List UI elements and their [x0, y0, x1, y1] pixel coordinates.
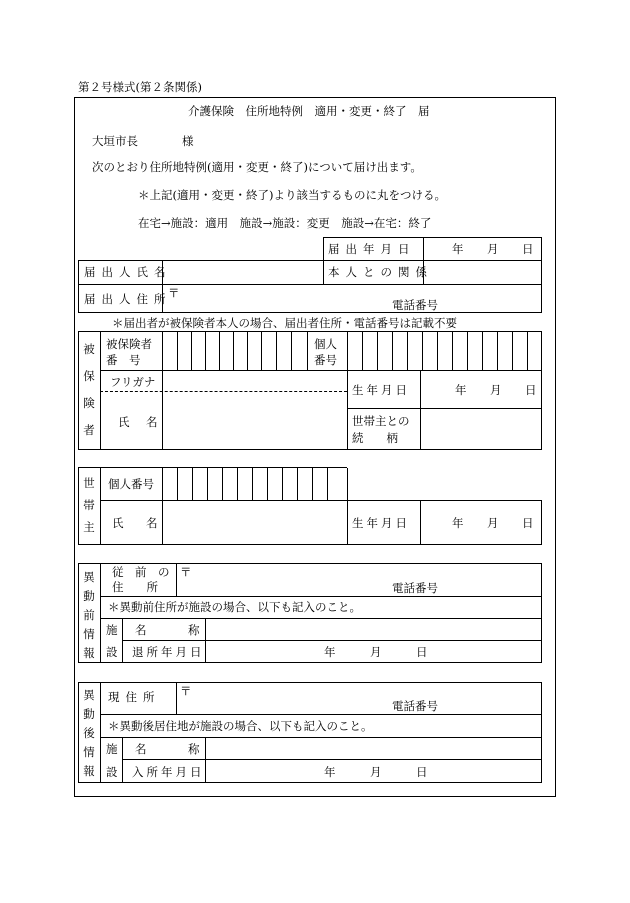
- personal-number-label-2: 番号: [314, 353, 337, 367]
- personal-number-label-1: 個人: [314, 337, 337, 351]
- entry-date-label: 入所年月日: [132, 765, 205, 779]
- before-facility-note: ＊異動前住所が施設の場合、以下も記入のこと。: [108, 600, 361, 614]
- householder-name-field[interactable]: [163, 501, 346, 544]
- leave-date-label: 退所年月日: [132, 645, 205, 659]
- insured-section-label: 被保険者: [83, 342, 95, 437]
- statement: 次のとおり住所地特例(適用・変更・終了)について届け出ます。: [92, 160, 422, 174]
- transition-legend: 在宅→施設：適用 施設→施設：変更 施設→在宅：終了: [138, 216, 432, 230]
- applicant-name-label: 届出人氏名: [84, 265, 172, 279]
- before-section-label: 異動前情報: [83, 570, 95, 660]
- circle-note: ＊上記(適用・変更・終了)より該当するものに丸をつける。: [138, 188, 446, 202]
- applicant-address-field[interactable]: [180, 286, 540, 311]
- postal-mark: 〒: [168, 286, 180, 300]
- addressee-suffix: 様: [182, 134, 194, 148]
- householder-personal-number-label: 個人番号: [108, 477, 154, 491]
- prev-address-label-2: 住 所: [112, 580, 158, 594]
- householder-birth-label: 生年月日: [352, 516, 410, 530]
- addressee: 大垣市長: [92, 134, 138, 148]
- after-section-label: 異動後情報: [83, 688, 95, 778]
- insured-number-label-2: 番 号: [106, 353, 141, 367]
- insured-name-field[interactable]: [163, 392, 346, 449]
- prev-facility-name-field[interactable]: [206, 619, 541, 639]
- relation-head-label-2: 続 柄: [352, 431, 398, 445]
- householder-personal-number-field[interactable]: [163, 468, 346, 499]
- householder-section-label: 世帯主: [83, 476, 95, 534]
- furigana-field[interactable]: [163, 371, 346, 390]
- after-facility-note: ＊異動後居住地が施設の場合、以下も記入のこと。: [108, 719, 373, 733]
- relation-head-label-1: 世帯主との: [352, 414, 410, 428]
- furigana-label: フリガナ: [110, 375, 156, 389]
- form-title: 介護保険 住所地特例 適用・変更・終了 届: [188, 104, 430, 118]
- birth-date-label: 生年月日: [352, 383, 410, 397]
- prev-address-field[interactable]: [192, 565, 540, 594]
- form-id: 第２号様式(第２条関係): [78, 80, 202, 94]
- phone-label: 電話番号: [392, 298, 438, 312]
- new-facility-name-field[interactable]: [206, 738, 541, 758]
- prev-address-label-1: 従 前 の: [112, 565, 170, 579]
- applicant-name-field[interactable]: [163, 261, 322, 283]
- relationship-label: 本人との関係: [328, 265, 433, 279]
- current-address-label: 現住所: [108, 690, 161, 704]
- insured-number-label-1: 被保険者: [106, 337, 152, 351]
- relationship-field[interactable]: [424, 261, 541, 283]
- relation-head-field[interactable]: [421, 409, 541, 449]
- applicant-note: ＊届出者が被保険者本人の場合、届出者住所・電話番号は記載不要: [112, 316, 457, 330]
- current-address-field[interactable]: [192, 684, 540, 712]
- insured-number-field[interactable]: [163, 332, 306, 369]
- applicant-address-label: 届出人住所: [84, 292, 172, 306]
- filing-date-label: 届出年月日: [328, 242, 416, 256]
- personal-number-field[interactable]: [348, 332, 541, 369]
